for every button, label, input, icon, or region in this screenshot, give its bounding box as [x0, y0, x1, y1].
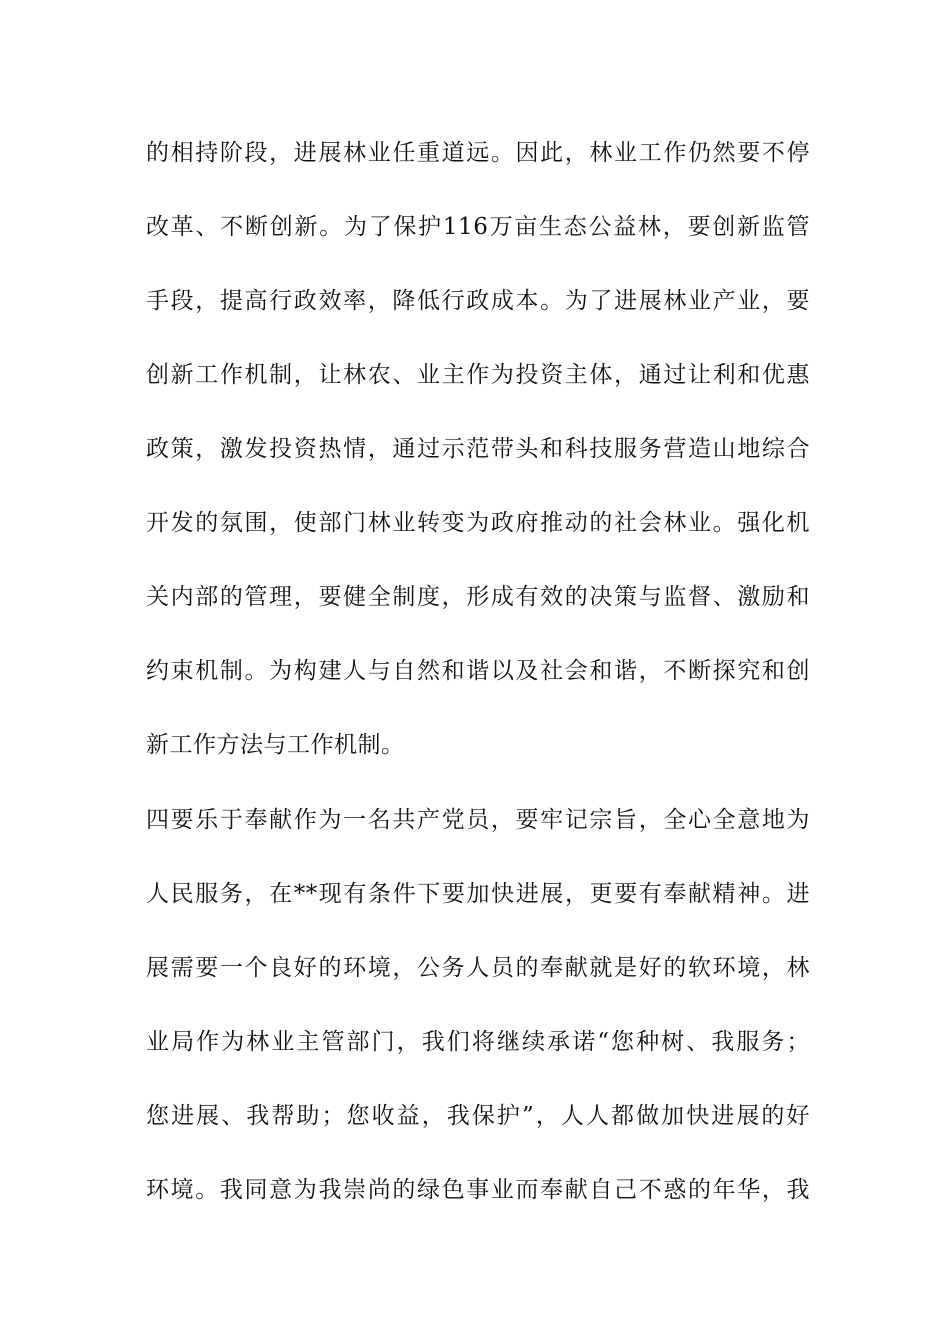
text-line: 展需要一个良好的环境，公务人员的奉献就是好的软环境，林 [146, 955, 810, 981]
text-line: 开发的氛围，使部门林业转变为政府推动的社会林业。强化机 [146, 510, 810, 536]
text-line: 约束机制。为构建人与自然和谐以及社会和谐，不断探究和创 [146, 658, 810, 684]
paragraph-dedication [146, 800, 810, 1244]
text-line: 您进展、我帮助；您收益，我保护”，人人都做加快进展的好 [146, 1103, 810, 1129]
text-line: 政策，激发投资热情，通过示范带头和科技服务营造山地综合 [146, 436, 810, 462]
text-line: 创新工作机制，让林农、业主作为投资主体，通过让利和优惠 [146, 362, 810, 388]
text-line: 新工作方法与工作机制。 [146, 732, 405, 758]
text-line: 业局作为林业主管部门，我们将继续承诺“您种树、我服务； [146, 1029, 810, 1055]
text-line: 关内部的管理，要健全制度，形成有效的决策与监督、激励和 [146, 584, 810, 610]
text-line: 手段，提高行政效率，降低行政成本。为了进展林业产业，要 [146, 288, 810, 314]
text-line: 的相持阶段，进展林业任重道远。因此，林业工作仍然要不停 [146, 140, 810, 166]
text-line: 改革、不断创新。为了保护116万亩生态公益林，要创新监管 [146, 214, 810, 240]
text-line: 人民服务，在**现有条件下要加快进展，更要有奉献精神。进 [146, 881, 810, 907]
text-line: 四要乐于奉献作为一名共产党员，要牢记宗旨，全心全意地为 [146, 807, 810, 833]
text-line: 环境。我同意为我崇尚的绿色事业而奉献自己不惑的年华，我 [146, 1177, 810, 1203]
paragraph-forestry-reform [146, 133, 810, 799]
